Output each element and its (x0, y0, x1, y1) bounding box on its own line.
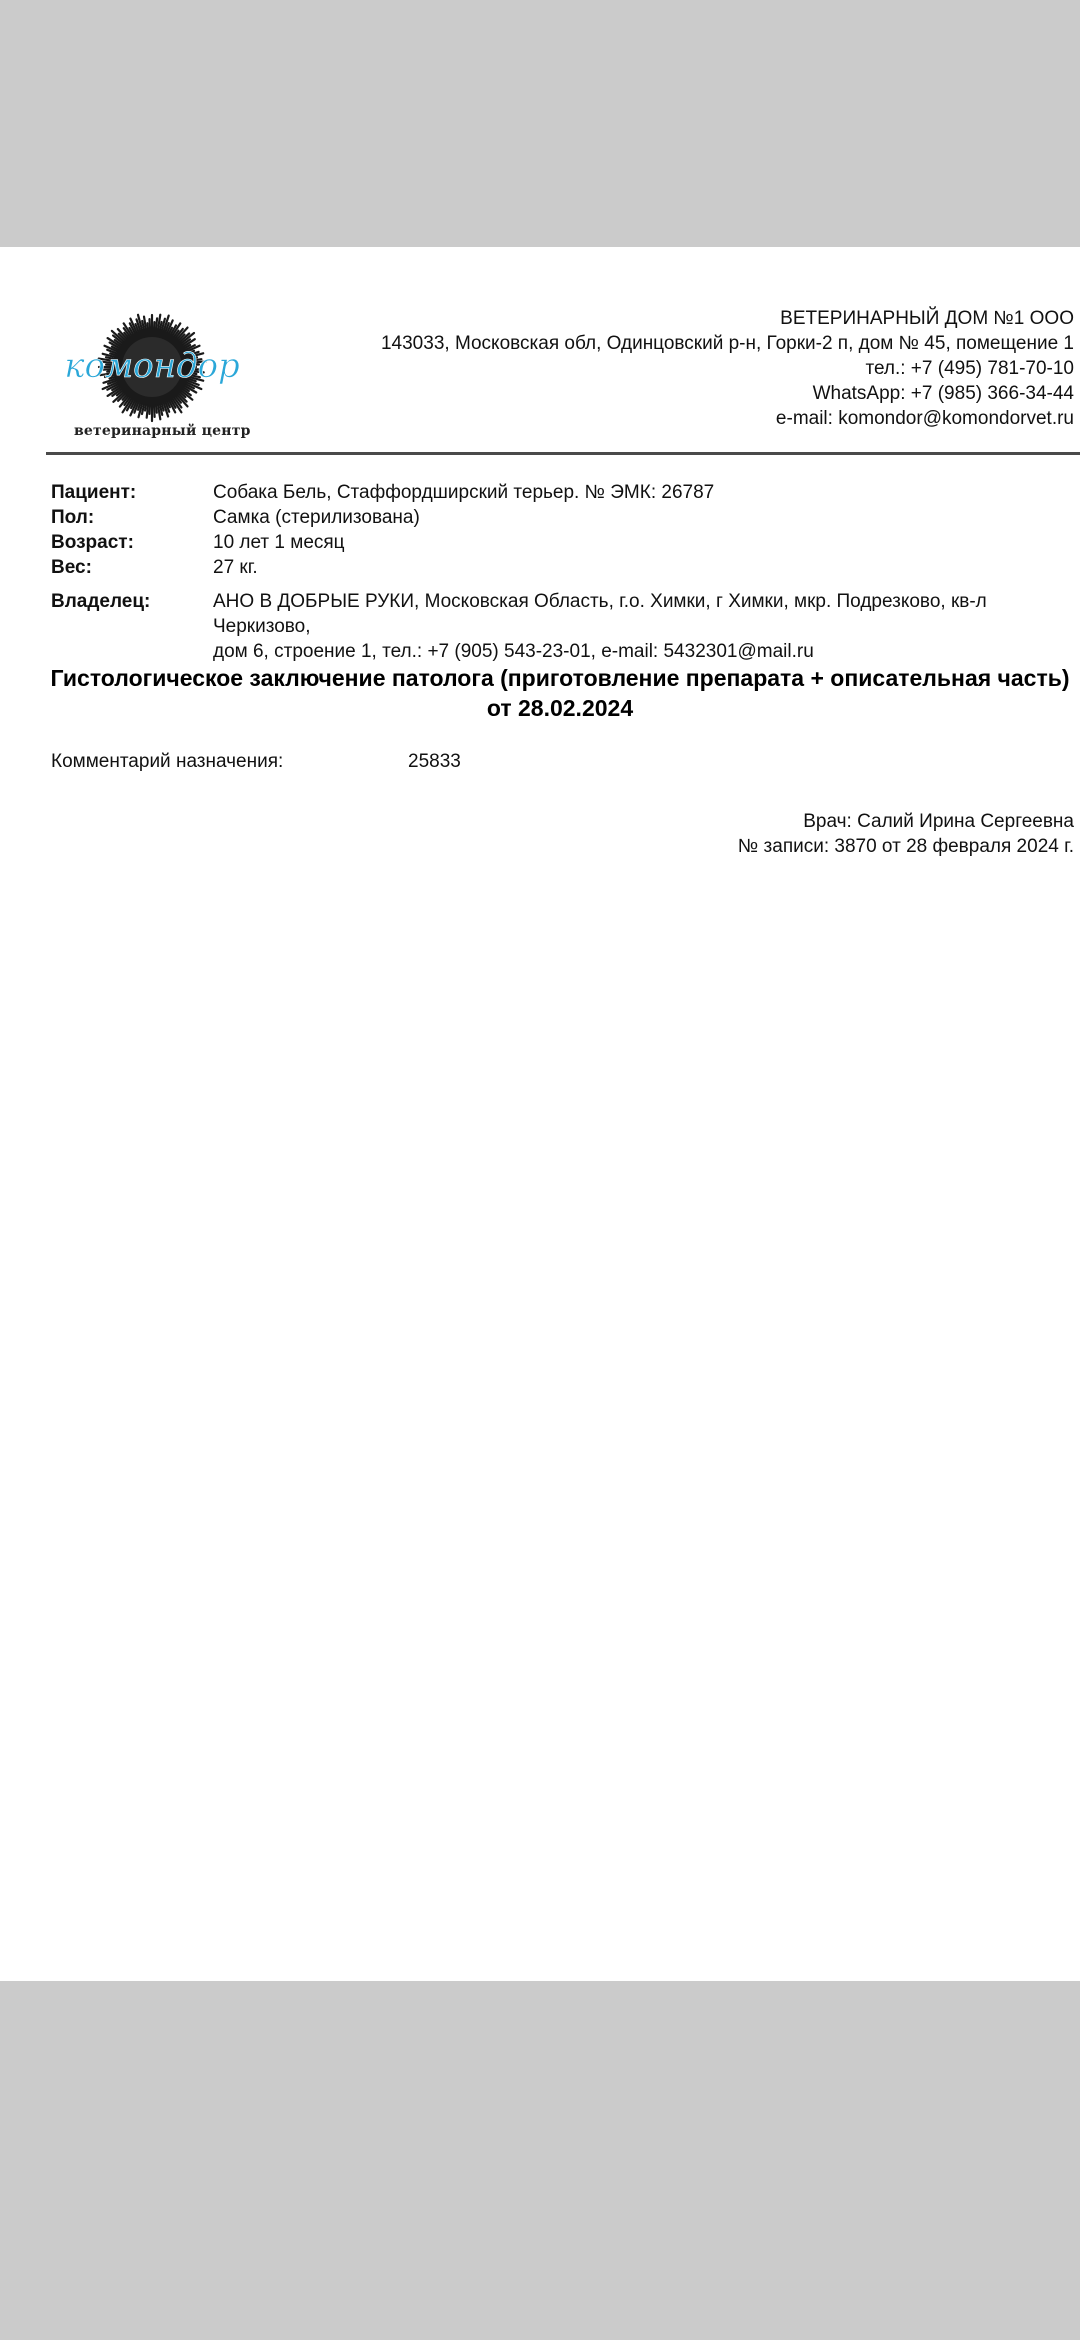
clinic-email: e-mail: komondor@komondorvet.ru (775, 408, 1074, 429)
age-label: Возраст: (51, 532, 134, 553)
top-background (0, 0, 1080, 247)
title-line-1: Гистологическое заключение патолога (приготовление препарата + описательная часть) (50, 665, 1070, 691)
sex-value: Самка (стерилизована) (213, 507, 420, 528)
sex-row (51, 505, 1071, 530)
clinic-address: 143033, Московская обл, Одинцовский р-н, Горки-2 п, дом № 45, помещение 1 (380, 333, 1074, 354)
clinic-logo (62, 311, 251, 447)
comment-label: Комментарий назначения: (51, 751, 284, 772)
document-page (0, 247, 1080, 1981)
weight-label: Вес: (51, 557, 92, 578)
comment-value: 25833 (408, 751, 461, 772)
appointment-comment (51, 749, 461, 774)
owner-label: Владелец: (51, 591, 151, 612)
logo-caption: ветеринарный центр (74, 423, 251, 439)
clinic-details (381, 306, 1074, 431)
sex-label: Пол: (51, 507, 95, 528)
clinic-whatsapp: WhatsApp: +7 (985) 366-34-44 (812, 383, 1074, 404)
patient-value: Собака Бель, Стаффордширский терьер. № ЭМК: 26787 (213, 482, 715, 503)
patient-info (51, 480, 1071, 664)
weight-value: 27 кг. (213, 557, 258, 578)
weight-row (51, 555, 1071, 580)
patient-label: Пациент: (51, 482, 137, 503)
age-row (51, 530, 1071, 555)
doctor-name: Врач: Салий Ирина Сергеевна (803, 811, 1074, 832)
header-divider (46, 452, 1080, 455)
record-number: № записи: 3870 от 28 февраля 2024 г. (737, 836, 1074, 857)
age-value: 10 лет 1 месяц (213, 532, 345, 553)
logo-script-text: комондор (64, 346, 240, 386)
owner-line-1: АНО В ДОБРЫЕ РУКИ, Московская Область, г.о. Химки, г Химки, мкр. Подрезково, кв-л Черкизово, (213, 591, 987, 637)
clinic-phone: тел.: +7 (495) 781-70-10 (865, 358, 1074, 379)
owner-row (51, 589, 1071, 664)
document-title (40, 663, 1080, 723)
title-line-2: от 28.02.2024 (486, 695, 634, 721)
owner-value (213, 589, 1071, 664)
owner-line-2: дом 6, строение 1, тел.: +7 (905) 543-23-01, e-mail: 5432301@mail.ru (213, 641, 814, 662)
logo-graphic (62, 311, 242, 423)
clinic-name: ВЕТЕРИНАРНЫЙ ДОМ №1 ООО (780, 308, 1074, 329)
patient-row (51, 480, 1071, 505)
signature-block (738, 809, 1074, 859)
bottom-background (0, 1981, 1080, 2340)
